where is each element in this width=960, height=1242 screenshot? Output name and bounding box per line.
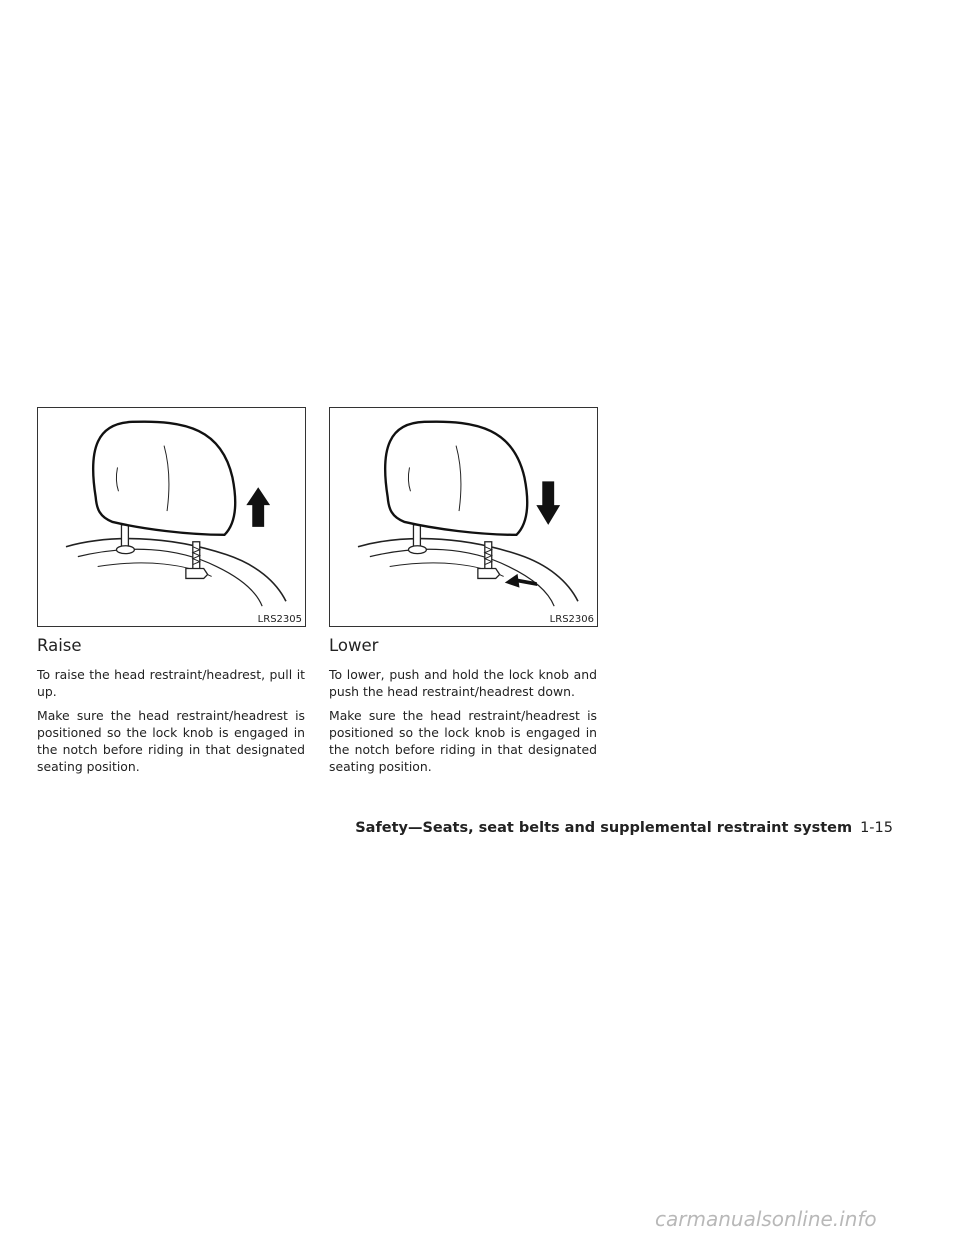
page-footer (0, 820, 893, 836)
paragraph: To lower, push and hold the lock knob and push the head restraint/headrest down. (329, 666, 597, 699)
page-number: 1-15 (860, 820, 893, 836)
figure-code: LRS2305 (257, 614, 302, 625)
section-heading: Lower (329, 636, 379, 655)
lower-section (329, 636, 597, 782)
headrest-lower-illustration (330, 408, 597, 626)
headrest-raise-illustration (38, 408, 305, 626)
paragraph: Make sure the head restraint/headrest is positioned so the lock knob is engaged in the notch before riding in that designated seating position. (37, 707, 305, 774)
paragraph: To raise the head restraint/headrest, pull it up. (37, 666, 305, 699)
figure-lower (329, 407, 598, 627)
raise-section (37, 636, 305, 782)
footer-section-title: Safety—Seats, seat belts and supplemental restraint system (355, 820, 853, 836)
watermark: carmanualsonline.info (655, 1207, 877, 1231)
arrow-down-icon (536, 481, 560, 525)
paragraph: Make sure the head restraint/headrest is positioned so the lock knob is engaged in the notch before riding in that designated seating position. (329, 707, 597, 774)
figure-code: LRS2306 (549, 614, 594, 625)
figure-raise (37, 407, 306, 627)
arrow-up-icon (246, 487, 270, 527)
section-heading: Raise (37, 636, 82, 655)
